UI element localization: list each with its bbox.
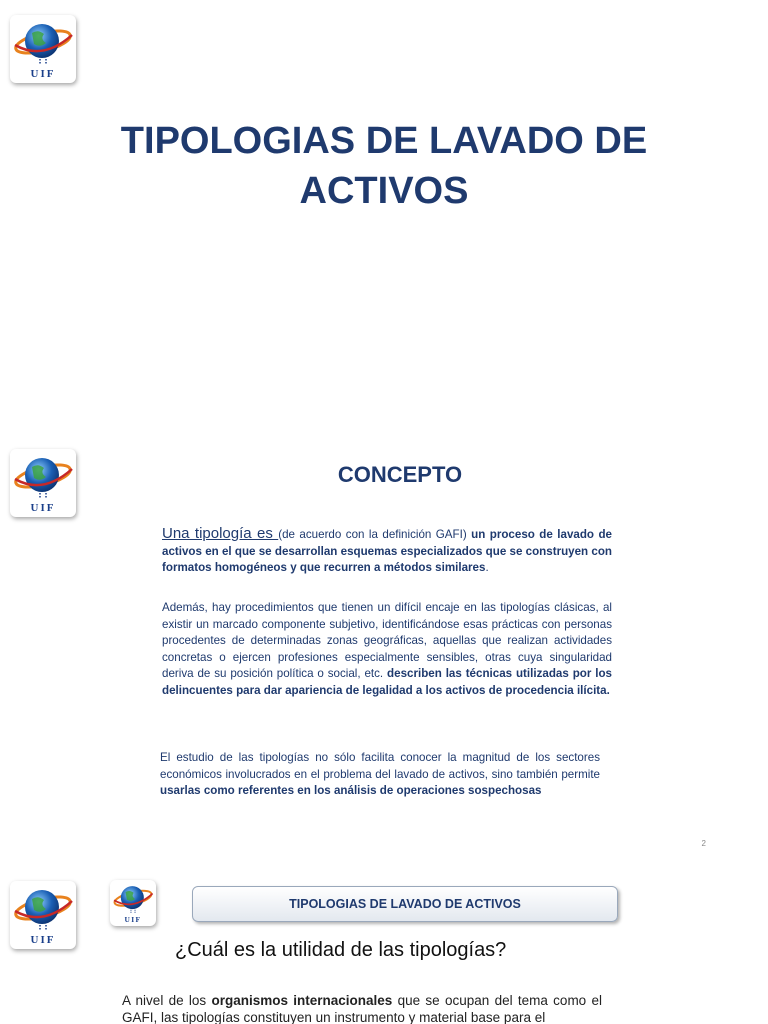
uif-globe-logo-icon bbox=[10, 881, 76, 949]
question-heading: ¿Cuál es la utilidad de las tipologías? bbox=[175, 939, 507, 961]
page-number: 2 bbox=[701, 839, 706, 848]
logo-text: UIF bbox=[30, 502, 56, 514]
main-title: TIPOLOGIAS DE LAVADO DE ACTIVOS bbox=[120, 120, 648, 212]
procedures-paragraph: Además, hay procedimientos que tienen un difícil encaje en las tipologías clásicas, al existir un marcado componente subjetivo, identificándose esas prácticas con personas procedentes de determinadas zonas geográficas, aquellas que realizan actividades concretas o ejercen profesiones especialmente sensibles, otras cuya singularidad deriva de su posición política o social, etc. describen las técnicas utilizadas por los delincuentes para dar apariencia de legalidad a los activos de procedencia ilícita. bbox=[162, 601, 612, 697]
uif-globe-logo-icon bbox=[110, 880, 156, 926]
logo-text: UIF bbox=[30, 934, 56, 946]
logo-text: UIF bbox=[30, 68, 56, 80]
uif-globe-logo-icon bbox=[10, 15, 76, 83]
definition-paragraph: Una tipología es (de acuerdo con la definición GAFI) un proceso de lavado de activos en el que se desarrollan esquemas especializados que se construyen con formatos homogéneos y que recurren a métodos similares. bbox=[162, 525, 612, 575]
section-banner: TIPOLOGIAS DE LAVADO DE ACTIVOS bbox=[192, 886, 618, 922]
uif-logo bbox=[10, 881, 76, 949]
slide-utilidad bbox=[0, 864, 768, 1024]
section-title: CONCEPTO bbox=[337, 462, 463, 487]
uif-logo bbox=[10, 15, 76, 83]
slide-concepto bbox=[0, 432, 768, 864]
slide-title bbox=[0, 0, 768, 432]
uif-logo-small bbox=[110, 880, 156, 926]
definition-lead: Una tipología es bbox=[162, 525, 279, 542]
utility-paragraph: A nivel de los organismos internacionales que se ocupan del tema como el GAFI, las tipologías constituyen un instrumento y material base para el bbox=[122, 993, 602, 1024]
uif-globe-logo-icon bbox=[10, 449, 76, 517]
logo-text: UIF bbox=[124, 914, 142, 924]
uif-logo bbox=[10, 449, 76, 517]
study-paragraph: El estudio de las tipologías no sólo facilita conocer la magnitud de los sectores económicos involucrados en el problema del lavado de activos, sino también permite usarlas como referentes en los análisis de operaciones sospechosas bbox=[160, 751, 600, 798]
